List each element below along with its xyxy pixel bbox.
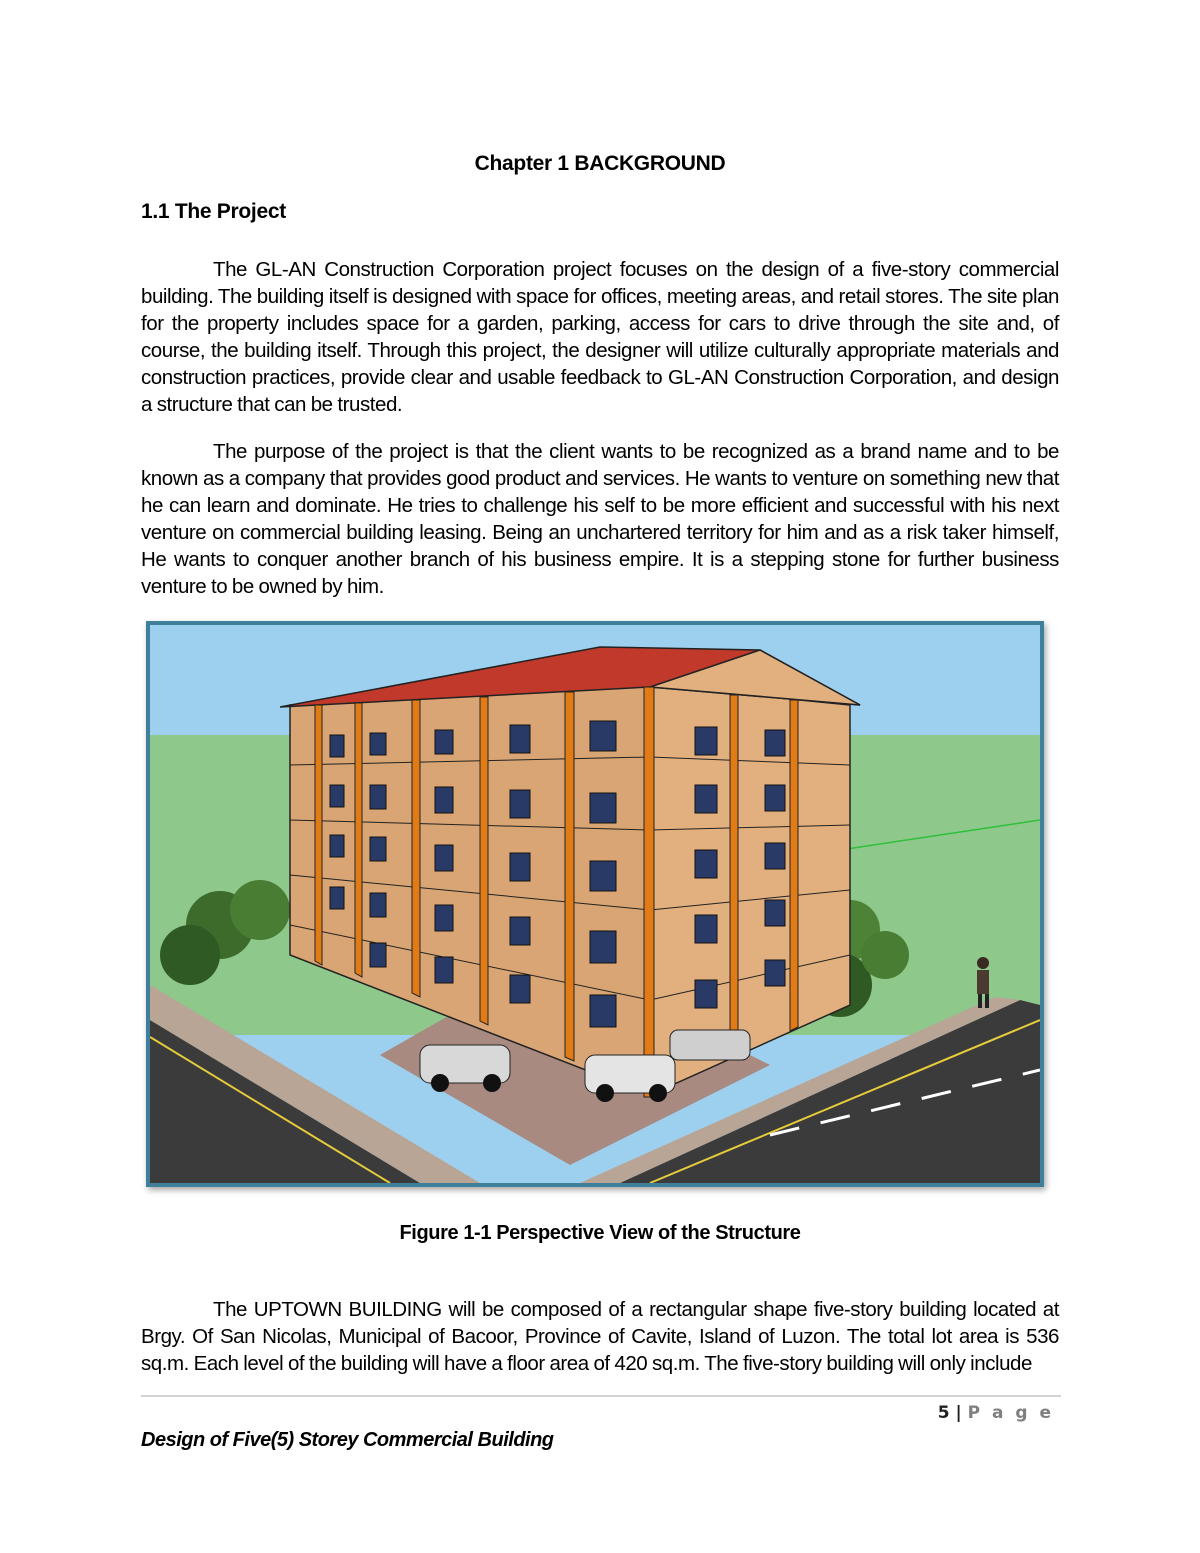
footer-document-title: Design of Five(5) Storey Commercial Building bbox=[141, 1429, 554, 1451]
footer-divider bbox=[141, 1395, 1061, 1397]
building-perspective-figure bbox=[146, 621, 1044, 1187]
paragraph-project-overview: The GL-AN Construction Corporation project focuses on the design of a five-story commercial building. The building itself is designed with space for offices, meeting areas, and retail stores. The site plan for the property includes space for a garden, parking, access for cars to drive through the site and, of course, the building itself. Through this project, the designer will utilize culturally appropriate materials and construction practices, provide clear and usable feedback to GL-AN Construction Corporation, and design a structure that can be trusted. bbox=[141, 258, 1059, 416]
page-number-separator: | bbox=[955, 1403, 962, 1423]
paragraph-project-purpose: The purpose of the project is that the client wants to be recognized as a brand name and to be known as a company that provides good product and services. He wants to venture on something new that he can learn and dominate. He tries to challenge his self to be more efficient and successful with his next venture on commercial building leasing. Being an unchartered territory for him and as a risk taker himself, He wants to conquer another branch of his business empire. It is a stepping stone for further business venture to be owned by him. bbox=[141, 440, 1059, 598]
page-word: P a g e bbox=[967, 1403, 1054, 1423]
page-number-value: 5 bbox=[937, 1403, 950, 1423]
page-number bbox=[938, 1403, 1054, 1423]
chapter-title: Chapter 1 BACKGROUND bbox=[474, 152, 726, 175]
building-illustration bbox=[150, 625, 1040, 1183]
figure-caption: Figure 1-1 Perspective View of the Structure bbox=[399, 1222, 801, 1244]
section-heading: 1.1 The Project bbox=[141, 200, 286, 223]
paragraph-uptown-building: The UPTOWN BUILDING will be composed of a rectangular shape five-story building located at Brgy. Of San Nicolas, Municipal of Bacoor, Province of Cavite, Island of Luzon. The total lot area is 536 sq.m. Each level of the building will have a floor area of 420 sq.m. The five-story building will only include bbox=[141, 1298, 1059, 1375]
